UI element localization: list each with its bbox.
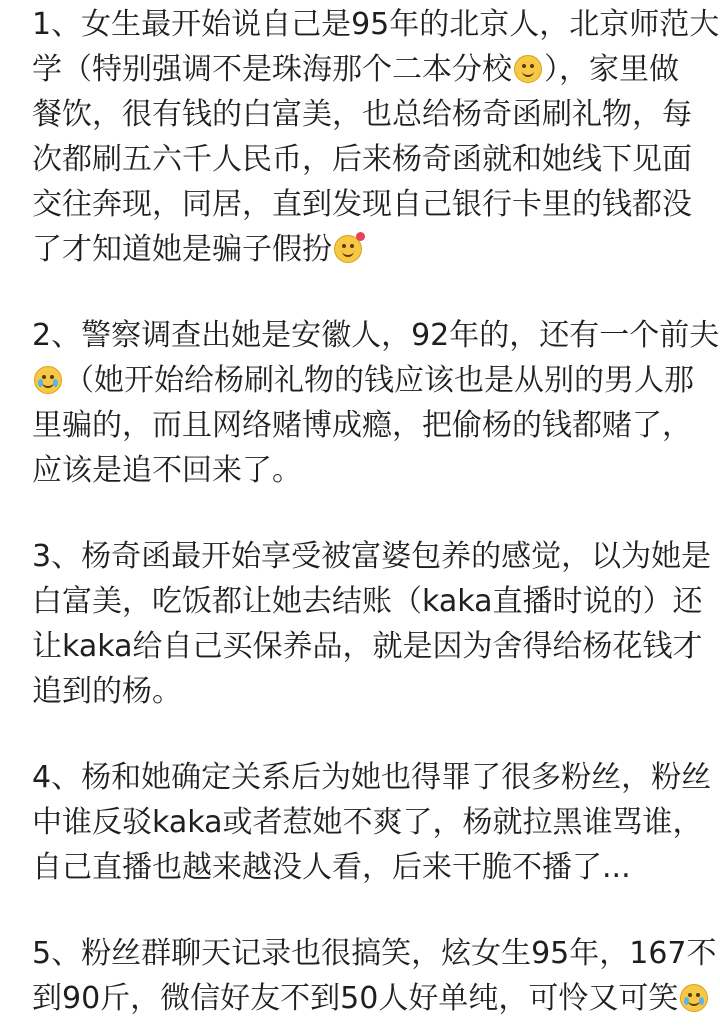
text-segment: 到90斤，微信好友不到50人好单纯，可怜又可笑 (32, 981, 679, 1016)
text-line: 3、杨奇函最开始享受被富婆包养的感觉，以为她是 (32, 539, 712, 574)
text-line: 应该是追不回来了。 (32, 453, 302, 488)
text-line (32, 976, 706, 1021)
paragraph-3 (32, 534, 712, 714)
text-line: 白富美，吃饭都让她去结账（kaka直播时说的）还 (32, 584, 703, 619)
text-line: 1、女生最开始说自己是95年的北京人，北京师范大 (32, 7, 720, 42)
text-line: 自己直播也越来越没人看，后来干脆不播了... (32, 850, 631, 885)
thinking-emoji-icon (514, 55, 542, 83)
paragraph-1 (32, 2, 720, 272)
text-segment: ），家里做 (544, 52, 679, 87)
text-segment: 了才知道她是骗子假扮 (32, 232, 332, 267)
text-segment: 学（特别强调不是珠海那个二本分校 (32, 52, 512, 87)
text-line: 次都刷五六千人民币，后来杨奇函就和她线下见面 (32, 142, 692, 177)
text-line: 里骗的，而且网络赌博成瘾，把偷杨的钱都赌了， (32, 408, 692, 443)
cry-laugh-emoji-icon (680, 984, 708, 1012)
text-line: 中谁反驳kaka或者惹她不爽了，杨就拉黑谁骂谁， (32, 805, 703, 840)
text-segment: （她开始给杨刷礼物的钱应该也是从别的男人那 (64, 363, 694, 398)
paragraph-5 (32, 931, 717, 1021)
love-emoji-icon (334, 235, 362, 263)
text-line (32, 227, 706, 272)
text-line: 交往奔现，同居，直到发现自己银行卡里的钱都没 (32, 187, 692, 222)
text-line: 餐饮，很有钱的白富美，也总给杨奇函刷礼物，每 (32, 97, 692, 132)
text-line (32, 47, 706, 92)
text-line: 5、粉丝群聊天记录也很搞笑，炫女生95年，167不 (32, 936, 717, 971)
text-line: 追到的杨。 (32, 674, 182, 709)
text-line: 4、杨和她确定关系后为她也得罪了很多粉丝，粉丝 (32, 760, 712, 795)
text-line: 2、警察调查出她是安徽人，92年的，还有一个前夫 (32, 318, 720, 353)
text-line (32, 358, 706, 403)
cry-laugh-emoji-icon (34, 366, 62, 394)
text-line: 让kaka给自己买保养品，就是因为舍得给杨花钱才 (32, 629, 703, 664)
paragraph-4 (32, 755, 712, 890)
paragraph-2 (32, 313, 720, 493)
